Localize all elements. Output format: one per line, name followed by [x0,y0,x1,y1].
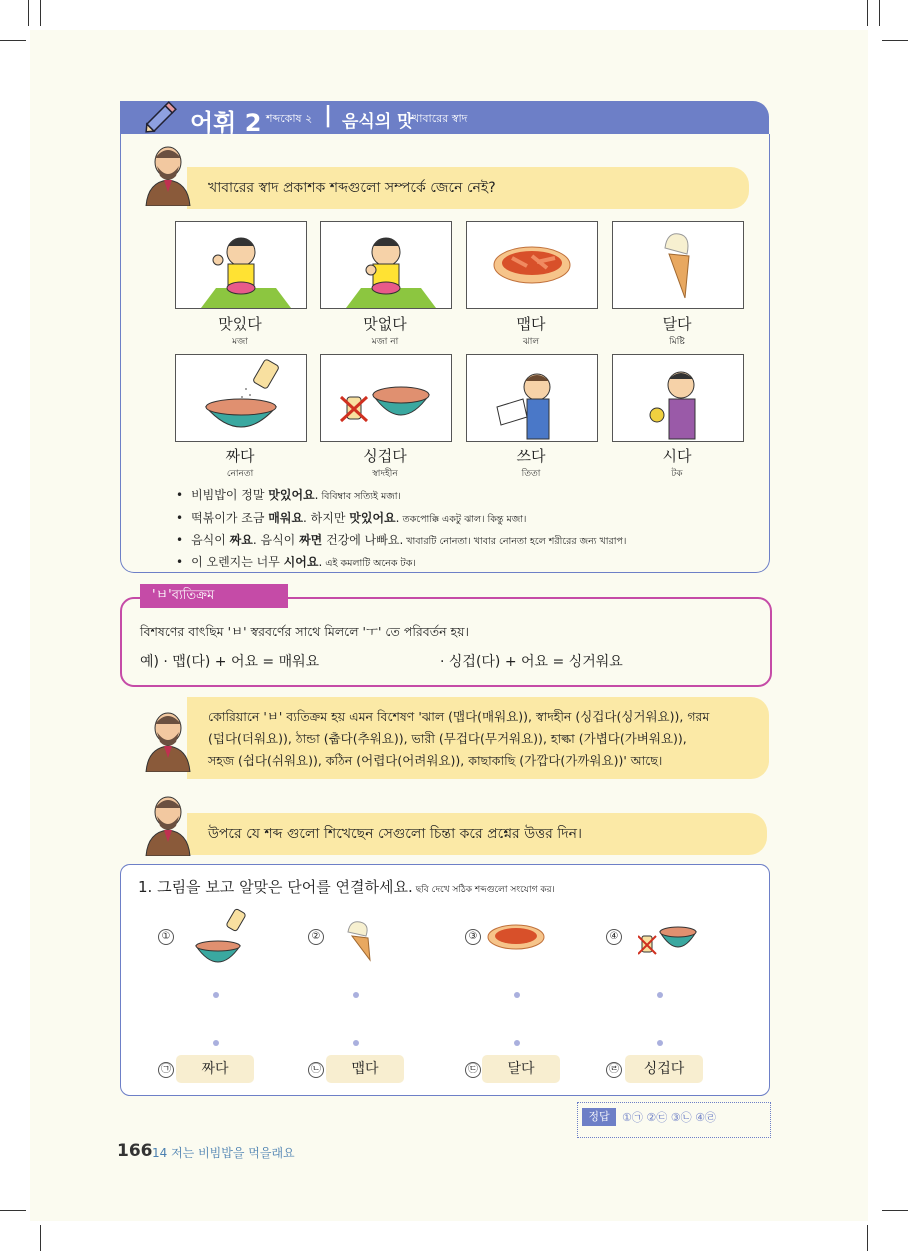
vocab-word: 맵다 [516,315,546,333]
example-bn: বিবিম্বাব সত্যিই মজা। [321,491,401,502]
happy-boy-eating-icon [176,222,306,308]
example-text: . 음식이 [252,533,300,547]
crop-mark [28,0,29,26]
no-salt-soup-icon [638,922,702,958]
bullet-icon: • [176,488,184,502]
spicy-rice-cakes-icon [467,222,597,308]
bullet-icon: • [176,555,184,569]
vocab-word: 달다 [662,315,692,333]
answer-word[interactable]: 싱겁다 [625,1055,703,1083]
page-number: 166 [117,1141,153,1161]
answer-key-text: ①㉠ ②㉢ ③㉡ ④㉣ [622,1111,716,1124]
example-bold: 맛있어요 [268,488,315,502]
example-sentence [176,486,401,505]
vocab-word-bn: টক [671,469,683,479]
section-header [120,101,769,137]
vocab-word: 짜다 [225,447,255,465]
example-bold: 시어요 [283,555,319,569]
vocab-word: 쓰다 [516,447,546,465]
vocab-word: 맛없다 [363,315,407,333]
ice-cream-cone-icon [613,222,743,308]
unhappy-boy-eating-icon [321,222,451,308]
answer-number: ㉣ [606,1062,622,1078]
vocab-word-bn: ঝাল [522,337,540,347]
teacher-avatar [140,706,196,772]
connect-dot[interactable] [353,992,359,998]
vocab-card-not-tasty [320,221,452,309]
section-topic: 음식의 맛 [342,112,414,132]
crop-mark [879,0,880,26]
answer-key-tag: 정답 [582,1108,616,1126]
example-text: . 하지만 [303,511,350,525]
chapter-title: 14 저는 비빔밥을 먹을래요 [152,1146,295,1160]
vocab-word-bn: মজা [232,337,248,347]
boy-sour-lemon-icon [613,355,743,441]
crop-mark [867,0,868,26]
example-text: . [314,488,319,502]
example-sentence [176,553,416,572]
vocab-card-spicy [466,221,598,309]
crop-mark [0,40,26,41]
connect-dot[interactable] [657,1040,663,1046]
practice-speech-text: উপরে যে শব্দ গুলো শিখেছেন সেগুলো চিন্তা করে প্রশ্নের উত্তর দিন। [208,826,582,842]
teacher-avatar [140,140,196,206]
example-text: . [395,511,400,525]
connect-dot[interactable] [514,1040,520,1046]
intro-speech-text: খাবারের স্বাদ প্রকাশক শব্দগুলো সম্পর্কে জেনে নেই? [208,180,496,196]
example-sentence [176,531,626,550]
connect-dot[interactable] [657,992,663,998]
item-number: ③ [465,929,481,945]
spicy-rice-cakes-icon [486,922,546,952]
ice-cream-cone-icon [340,918,380,962]
crop-mark [867,1225,868,1251]
vocab-word: 싱겁다 [363,447,407,465]
vocab-word-bn: স্বাদহীন [372,469,398,479]
answer-word[interactable]: 짜다 [176,1055,254,1083]
crop-mark [882,1210,908,1211]
note-speech-line: সহজ (쉽다(쉬워요)), কঠিন (어렵다(어려워요)), কাছাকাছি (가깝다(가까워요))' আছে। [208,753,663,768]
bullet-icon: • [176,533,184,547]
question-text: 1. 그림을 보고 알맞은 단어를 연결하세요. [138,878,413,896]
example-text: 음식이 [191,533,230,547]
boy-bitter-medicine-icon [467,355,597,441]
note-speech-line: (덥다(더워요)), ঠান্ডা (춥다(추워요)), ভারী (무겁다(무거워요)), হাল্কা (가볍다(가벼워요)), [208,731,687,746]
note-speech-line: কোরিয়ানে 'ㅂ' ব্যতিক্রম হয় এমন বিশেষণ 'ঝাল (맵다(매워요)), স্বাদহীন (싱겁다(싱거워요)), গরম [208,709,710,724]
connect-dot[interactable] [213,1040,219,1046]
vocab-word: 시다 [662,447,692,465]
exception-tab: 'ㅂ'ব্যতিক্রম [140,584,288,608]
example-sentence [176,509,526,528]
exception-example-1: 예) · 맵(다) + 어요 = 매워요 [140,654,320,670]
vocab-card-delicious [175,221,307,309]
example-text: . [318,555,323,569]
example-text: 비빔밥이 정말 [191,488,269,502]
section-topic-bn: খাবারের স্বাদ [412,112,468,125]
answer-word[interactable]: 맵다 [326,1055,404,1083]
crop-mark [882,40,908,41]
item-number: ② [308,929,324,945]
answer-number: ㉢ [465,1062,481,1078]
vocab-word-bn: মজা না [371,337,399,347]
connect-dot[interactable] [514,992,520,998]
crop-mark [0,1210,26,1211]
question-title [138,876,555,897]
teacher-avatar [140,790,196,856]
section-title-bn: শব্দকোষ ২ [266,112,313,125]
vocab-card-bland [320,354,452,442]
example-bold: 짜요 [229,533,253,547]
salt-shaker-soup-icon [176,355,306,441]
answer-number: ㉠ [158,1062,174,1078]
connect-dot[interactable] [353,1040,359,1046]
vocab-card-bitter [466,354,598,442]
crop-mark [40,0,41,26]
vocab-card-sour [612,354,744,442]
exception-rule: বিশষণের বাৎছিম 'ㅂ' স্বরবর্ণের সাথে মিললে 'ㅜ' তে পরিবর্তন হয়। [140,624,469,639]
example-bn: এই কমলাটি অনেক টক। [325,558,416,569]
answer-word[interactable]: 달다 [482,1055,560,1083]
answer-number: ㉡ [308,1062,324,1078]
item-number: ① [158,929,174,945]
section-title: 어휘 2 [190,109,262,137]
salt-shaker-soup-icon [192,908,252,972]
bullet-icon: • [176,511,184,525]
no-salt-soup-icon [321,355,451,441]
example-bold: 짜면 [299,533,323,547]
exception-example-2: · 싱겁(다) + 어요 = 싱거워요 [440,654,623,670]
vocab-word-bn: মিষ্টি [669,337,685,347]
vocab-word: 맛있다 [218,315,262,333]
example-text: 건강에 나빠요. [322,533,404,547]
vocab-word-bn: তিতা [521,469,541,479]
connect-dot[interactable] [213,992,219,998]
pencil-icon [140,96,182,138]
example-bold: 맛있어요 [349,511,396,525]
example-bn: খাবারটি নোনতা। খাবার নোনতা হলে শরীরের জন্য খারাপ। [406,536,627,547]
question-text-bn: ছবি দেখে সঠিক শব্দগুলো সংযোগ কর। [415,885,555,895]
example-text: 이 오렌지는 너무 [191,555,284,569]
vocab-word-bn: নোনতা [226,469,254,479]
item-number: ④ [606,929,622,945]
example-bold: 매워요 [268,511,304,525]
example-bn: তকপোক্কি একটু ঝাল। কিন্তু মজা। [402,514,527,525]
example-text: 떡볶이가 조금 [191,511,269,525]
vocab-card-sweet [612,221,744,309]
header-separator: | [324,103,333,128]
vocab-card-salty [175,354,307,442]
crop-mark [40,1225,41,1251]
